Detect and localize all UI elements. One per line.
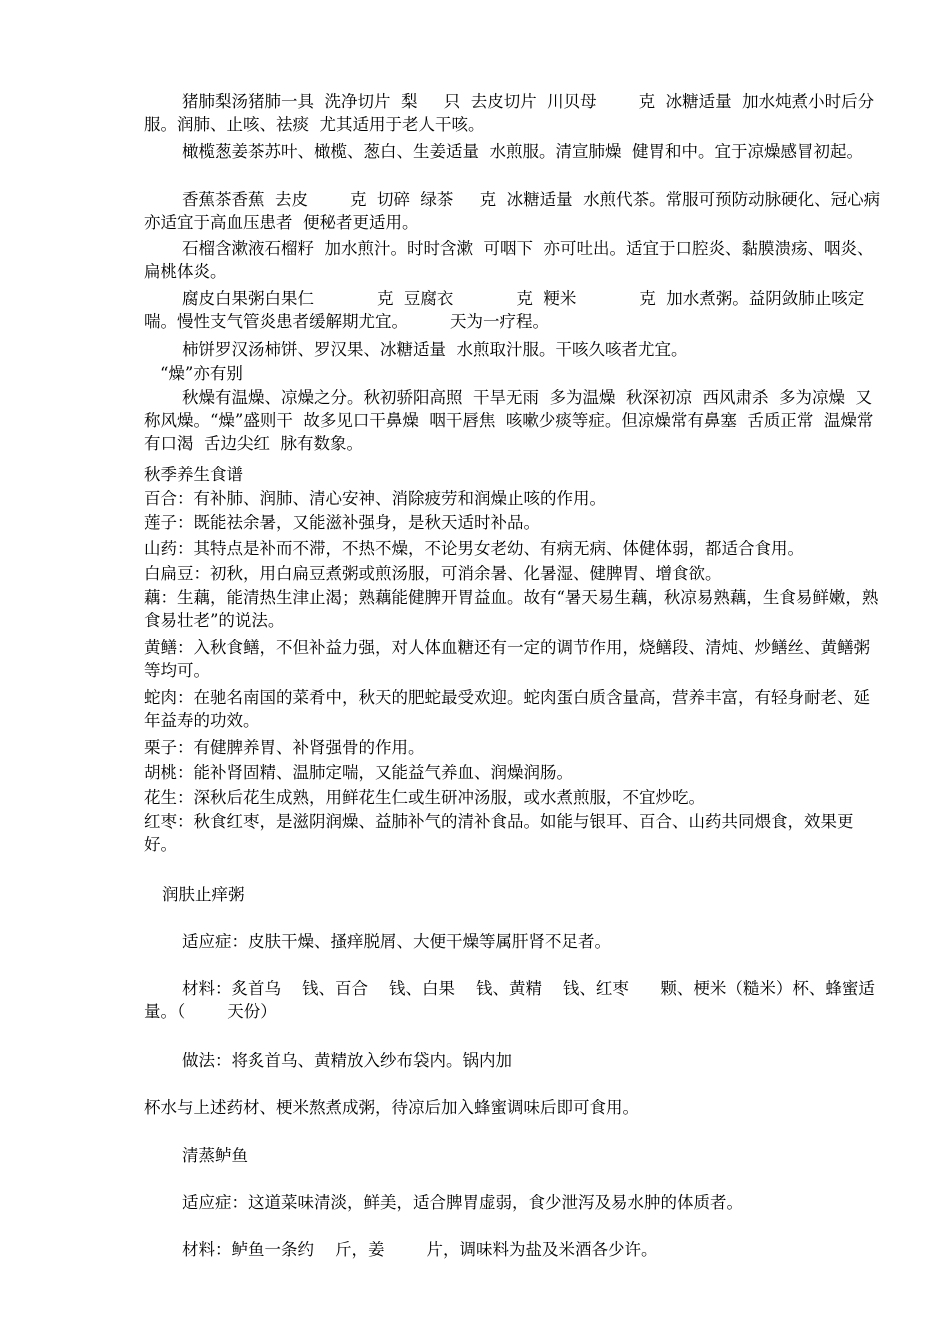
remedy-pomegranate-gargle: 石榴含漱液石榴籽 加水煎汁。时时含漱 可咽下 亦可吐出。适宜于口腔炎、黏膜溃疡、咽炎、扁桃体炎。 (144, 239, 874, 281)
food-lily: 百合：有补肺、润肺、清心安神、消除疲劳和润燥止咳的作用。 (144, 489, 606, 508)
recipe-title-skin-porridge: 润肤止痒粥 (162, 885, 245, 904)
food-yam: 山药：其特点是补而不滞，不热不燥，不论男女老幼、有病无病、体健体弱，都适合食用。 (144, 539, 804, 558)
food-snake-meat: 蛇肉：在驰名南国的菜肴中，秋天的肥蛇最受欢迎。蛇肉蛋白质含量高，营养丰富，有轻身耐老、延年益寿的功效。 (144, 688, 870, 730)
food-eel: 黄鳝：入秋食鳝，不但补益力强，对人体血糖还有一定的调节作用，烧鳝段、清炖、炒鳝丝、黄鳝粥等均可。 (144, 638, 870, 680)
dry-description: 秋燥有温燥、凉燥之分。秋初骄阳高照 干旱无雨 多为温燥 秋深初凉 西风肃杀 多为凉燥 又称风燥。“燥”盛则干 故多见口干鼻燥 咽干唇焦 咳嗽少痰等症。但凉燥常有鼻塞 舌质正常 温燥常有口渴 舌边尖红 脉有数象。 (144, 388, 874, 453)
food-lotus-seed: 莲子：既能祛余暑，又能滋补强身，是秋天适时补品。 (144, 513, 540, 532)
remedy-banana-tea: 香蕉茶香蕉 去皮 克 切碎 绿茶 克 冰糖适量 水煎代茶。常服可预防动脉硬化、冠心病 亦适宜于高血压患者 便秘者更适用。 (144, 190, 891, 232)
food-white-lentil: 白扁豆：初秋，用白扁豆煮粥或煎汤服，可消余暑、化暑湿、健脾胃、增食欲。 (144, 564, 722, 583)
food-walnut: 胡桃：能补肾固精、温肺定喘，又能益气养血、润燥润肠。 (144, 763, 573, 782)
remedy-persimmon-luohan-soup: 柿饼罗汉汤柿饼、罗汉果、冰糖适量 水煎取汁服。干咳久咳者尤宜。 (182, 340, 688, 359)
remedy-olive-scallion-ginger-tea: 橄榄葱姜茶苏叶、橄榄、葱白、生姜适量 水煎服。清宣肺燥 健胃和中。宜于凉燥感冒初起。 (182, 142, 863, 161)
remedy-pork-lung-pear-soup: 猪肺梨汤猪肺一具 洗净切片 梨 只 去皮切片 川贝母 克 冰糖适量 加水炖煮小时后分服。润肺、止咳、祛痰 尤其适用于老人干咳。 (144, 92, 875, 134)
food-red-date: 红枣：秋食红枣，是滋阴润燥、益肺补气的清补食品。如能与银耳、百合、山药共同煨食，效果更好。 (144, 812, 854, 854)
perch-materials: 材料：鲈鱼一条约 斤，姜 片，调味料为盐及米酒各少许。 (182, 1240, 658, 1259)
section-heading-autumn-recipes: 秋季养生食谱 (144, 465, 243, 484)
porridge-method-part2: 杯水与上述药材、梗米熬煮成粥，待凉后加入蜂蜜调味后即可食用。 (144, 1098, 639, 1117)
perch-indication: 适应症：这道菜味清淡，鲜美，适合脾胃虚弱，食少泄泻及易水肿的体质者。 (182, 1193, 743, 1212)
food-chestnut: 栗子：有健脾养胃、补肾强骨的作用。 (144, 738, 425, 757)
porridge-materials: 材料：炙首乌 钱、百合 钱、白果 钱、黄精 钱、红枣 颗、梗米（糙米）杯、蜂蜜适量。（ 天份） (144, 979, 875, 1021)
remedy-tofu-skin-ginkgo-porridge: 腐皮白果粥白果仁 克 豆腐衣 克 粳米 克 加水煮粥。益阴敛肺止咳定喘。慢性支气管炎患者缓解期尤宜。 天为一疗程。 (144, 289, 865, 331)
section-heading-dry: “燥”亦有别 (160, 364, 243, 383)
porridge-method-part1: 做法：将炙首乌、黄精放入纱布袋内。锅内加 (182, 1051, 512, 1070)
food-peanut: 花生：深秋后花生成熟，用鲜花生仁或生研冲汤服，或水煮煎服，不宜炒吃。 (144, 788, 705, 807)
porridge-indication: 适应症：皮肤干燥、搔痒脱屑、大便干燥等属肝肾不足者。 (182, 932, 611, 951)
food-lotus-root: 藕：生藕，能清热生津止渴；熟藕能健脾开胃益血。故有“暑天易生藕，秋凉易熟藕，生食易鲜嫩，熟食易壮老”的说法。 (144, 588, 879, 630)
recipe-title-steamed-perch: 清蒸鲈鱼 (182, 1146, 248, 1165)
